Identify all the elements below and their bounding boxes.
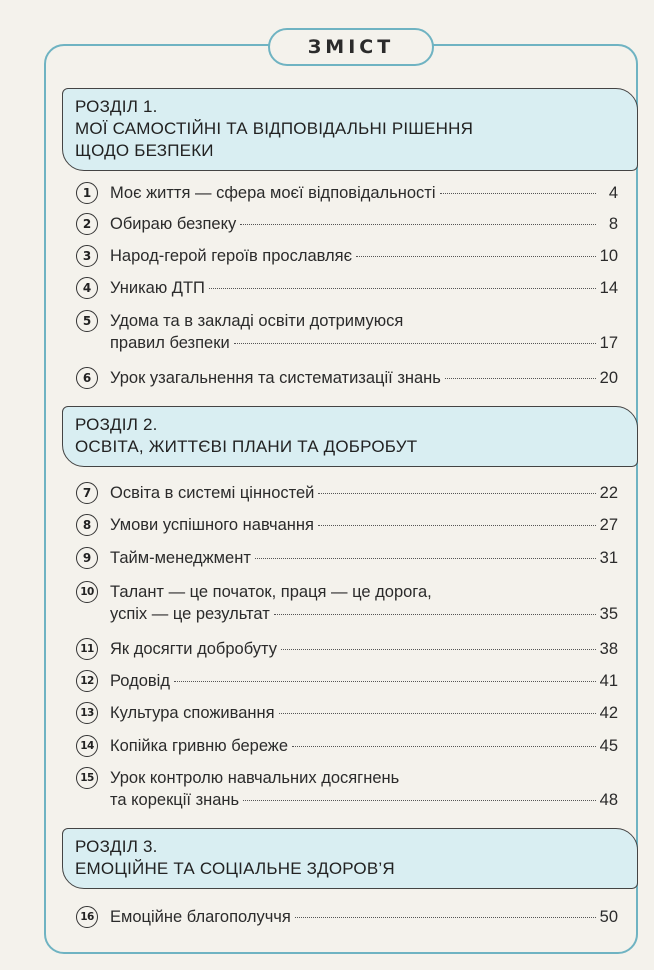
- item-title: Обираю безпеку: [110, 215, 237, 233]
- dot-leader: [255, 558, 596, 559]
- dot-leader: [274, 614, 596, 615]
- page-number: 17: [599, 334, 618, 352]
- section-1-title-line-1: МОЇ САМОСТІЙНІ ТА ВІДПОВІДАЛЬНІ РІШЕННЯ: [75, 119, 474, 138]
- section-3-header: [62, 828, 638, 889]
- dot-leader: [318, 525, 596, 526]
- section-1-label: РОЗДІЛ 1.: [75, 97, 158, 116]
- item-title: Умови успішного навчання: [110, 516, 314, 534]
- item-number-badge: 8: [76, 514, 98, 536]
- item-title: Урок узагальнення та систематизації знань: [110, 369, 441, 387]
- item-title-line-1: Урок контролю навчальних досягнень: [110, 769, 400, 787]
- item-title-line-2: правил безпеки: [110, 334, 230, 352]
- item-title-line-1: Удома та в закладі освіти дотримуюся: [110, 312, 404, 330]
- dot-leader: [240, 224, 596, 225]
- dot-leader: [174, 681, 596, 682]
- item-title: Як досягти добробуту: [110, 640, 278, 658]
- item-title: Моє життя — сфера моєї відповідальності: [110, 184, 436, 202]
- item-title-line-2: та корекції знань: [110, 791, 240, 809]
- dot-leader: [209, 288, 596, 289]
- dot-leader: [356, 256, 596, 257]
- item-title: Родовід: [110, 672, 170, 690]
- page-number: 4: [608, 184, 618, 202]
- page-number: 45: [599, 737, 618, 755]
- page-number: 22: [599, 484, 618, 502]
- page-number: 14: [599, 279, 618, 297]
- item-number-badge: 3: [76, 245, 98, 267]
- section-2-header: [62, 406, 638, 467]
- dot-leader: [440, 193, 596, 194]
- dot-leader: [292, 746, 596, 747]
- item-number-badge: 4: [76, 277, 98, 299]
- dot-leader: [295, 917, 596, 918]
- dot-leader: [445, 378, 596, 379]
- item-title: Уникаю ДТП: [110, 279, 205, 297]
- dot-leader: [234, 343, 596, 344]
- section-1-header: [62, 88, 638, 171]
- dot-leader: [243, 800, 596, 801]
- item-number-badge: 1: [76, 182, 98, 204]
- item-number-badge: 10: [76, 581, 98, 603]
- item-number-badge: 14: [76, 735, 98, 757]
- item-number-badge: 6: [76, 367, 98, 389]
- item-number-badge: 11: [76, 638, 98, 660]
- item-number-badge: 15: [76, 767, 98, 789]
- section-3-label: РОЗДІЛ 3.: [75, 837, 158, 856]
- page-number: 35: [599, 605, 618, 623]
- item-title-line-2: успіх — це результат: [110, 605, 270, 623]
- dot-leader: [279, 713, 596, 714]
- page-number: 27: [599, 516, 618, 534]
- item-number-badge: 7: [76, 482, 98, 504]
- item-title: Емоційне благополуччя: [110, 908, 291, 926]
- page-number: 41: [599, 672, 618, 690]
- item-title-line-1: Талант — це початок, праця — це дорога,: [110, 583, 432, 601]
- page-number: 48: [599, 791, 618, 809]
- item-number-badge: 2: [76, 213, 98, 235]
- item-number-badge: 5: [76, 310, 98, 332]
- page-number: 8: [608, 215, 618, 233]
- item-title: Тайм-менеджмент: [110, 549, 251, 567]
- item-title: Культура споживання: [110, 704, 275, 722]
- item-number-badge: 13: [76, 702, 98, 724]
- item-title: Освіта в системі цінностей: [110, 484, 315, 502]
- page-number: 31: [599, 549, 618, 567]
- page-number: 38: [599, 640, 618, 658]
- section-2-title: ОСВІТА, ЖИТТЄВІ ПЛАНИ ТА ДОБРОБУТ: [75, 437, 418, 456]
- item-number-badge: 12: [76, 670, 98, 692]
- item-number-badge: 16: [76, 906, 98, 928]
- page-number: 42: [599, 704, 618, 722]
- page-number: 20: [599, 369, 618, 387]
- item-title: Народ-герой героїв прославляє: [110, 247, 353, 265]
- page-number: 50: [599, 908, 618, 926]
- dot-leader: [281, 649, 596, 650]
- section-2-label: РОЗДІЛ 2.: [75, 415, 158, 434]
- section-3-title: ЕМОЦІЙНЕ ТА СОЦІАЛЬНЕ ЗДОРОВ’Я: [75, 859, 395, 878]
- item-number-badge: 9: [76, 547, 98, 569]
- section-1-title-line-2: ЩОДО БЕЗПЕКИ: [75, 141, 214, 160]
- contents-title: ЗМІСТ: [268, 28, 434, 66]
- page-number: 10: [599, 247, 618, 265]
- dot-leader: [318, 493, 595, 494]
- item-title: Копійка гривню береже: [110, 737, 289, 755]
